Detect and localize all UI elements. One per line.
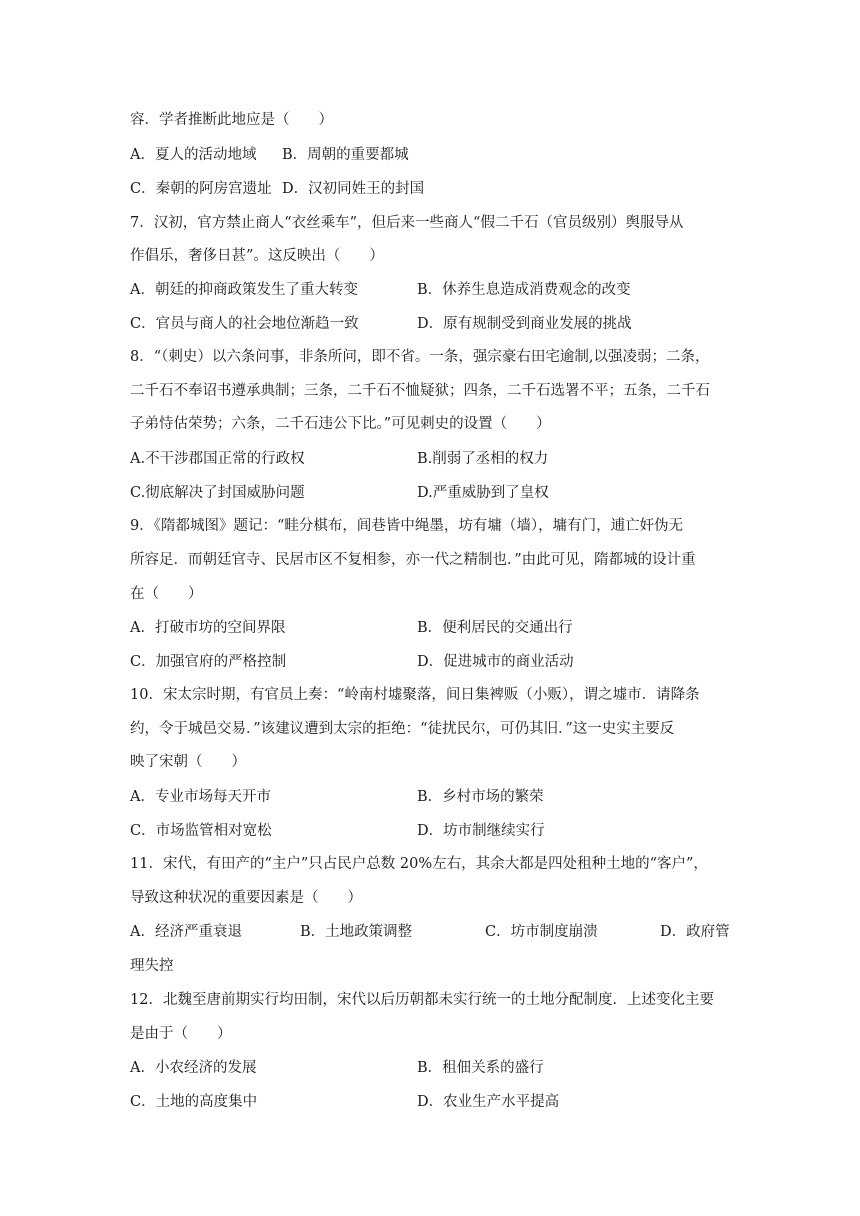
q6-option-d: D．汉初同姓王的封国 [282, 181, 425, 197]
q11-stem-line-2: 导致这种状况的重要因素是（ ） [130, 890, 362, 906]
q10-stem-line-1: 10．宋太宗时期，有官员上奏：“岭南村墟聚落，间日集裨贩（小贩），谓之墟市．请降条 [130, 687, 700, 703]
q10-option-c: C．市场监管相对宽松 [130, 823, 272, 839]
q11-option-c: C．坊市制度崩溃 [485, 924, 598, 940]
q12-option-a: A．小农经济的发展 [130, 1060, 257, 1076]
q10-stem-line-3: 映了宋朝（ ） [130, 754, 246, 770]
q8-option-b: B.削弱了丞相的权力 [417, 451, 549, 467]
q9-option-c: C．加强官府的严格控制 [130, 654, 287, 670]
q7-option-a: A．朝廷的抑商政策发生了重大转变 [130, 282, 358, 298]
q8-stem-line-1: 8．“（刺史）以六条问事，非条所问，即不省。一条，强宗豪右田宅逾制,以强凌弱；二条， [130, 349, 710, 365]
q12-option-c: C．土地的高度集中 [130, 1094, 258, 1110]
q9-stem-line-2: 所容足．而朝廷官寺、民居市区不复相参，亦一代之精制也．”由此可见，隋都城的设计重 [130, 552, 696, 568]
q8-stem-line-3: 子弟恃估荣势；六条，二千石违公下比。”可见刺史的设置（ ） [130, 416, 551, 432]
q11-option-b: B．土地政策调整 [300, 924, 413, 940]
q7-stem-line-2: 作倡乐，奢侈日甚”。这反映出（ ） [130, 248, 384, 264]
q11-option-a: A．经济严重衰退 [130, 924, 242, 940]
q9-stem-line-3: 在（ ） [130, 586, 203, 602]
q10-option-d: D．坊市制继续实行 [417, 823, 545, 839]
q6-option-a: A．夏人的活动地域 [130, 147, 257, 163]
q8-option-a: A.不干涉郡国正常的行政权 [130, 451, 305, 467]
q10-option-a: A．专业市场每天开市 [130, 789, 271, 805]
q6-option-c: C．秦朝的阿房宫遗址 [130, 181, 272, 197]
q11-option-d: D．政府管 [660, 924, 730, 940]
q10-stem-line-2: 约，令于城邑交易．”该建议遭到太宗的拒绝：“徒扰民尔，可仍其旧．”这一史实主要反 [130, 721, 675, 737]
q11-option-d-wrap: 理失控 [130, 958, 174, 974]
q7-option-b: B．休养生息造成消费观念的改变 [417, 282, 631, 298]
q12-option-d: D．农业生产水平提高 [417, 1094, 560, 1110]
q12-stem-line-1: 12．北魏至唐前期实行均田制，宋代以后历朝都未实行统一的土地分配制度．上述变化主要 [130, 992, 714, 1008]
q9-option-b: B．便利居民的交通出行 [417, 620, 573, 636]
q8-option-c: C.彻底解决了封国威胁问题 [130, 485, 305, 501]
q7-stem-line-1: 7．汉初，官方禁止商人“衣丝乘车”，但后来一些商人“假二千石（官员级别）舆服导从 [130, 215, 684, 231]
q8-option-d: D.严重威胁到了皇权 [417, 485, 549, 501]
q8-stem-line-2: 二千石不奉诏书遵承典制；三条，二千石不恤疑狱；四条，二千石选署不平；五条，二千石 [130, 383, 710, 399]
q9-stem-line-1: 9．《隋都城图》题记：“畦分棋布，闾巷皆中绳墨，坊有墉（墙），墉有门，逋亡奸伪无 [130, 518, 684, 534]
q12-option-b: B．租佃关系的盛行 [417, 1060, 544, 1076]
q6-stem-tail: 容．学者推断此地应是（ ） [130, 112, 333, 128]
q11-stem-line-1: 11．宋代，有田产的“主户”只占民户总数 20%左右，其余大都是四处租种土地的“客户”， [130, 856, 708, 872]
q12-stem-line-2: 是由于（ ） [130, 1026, 232, 1042]
q6-option-b: B．周朝的重要都城 [282, 147, 409, 163]
q7-option-d: D．原有规制受到商业发展的挑战 [417, 316, 632, 332]
q10-option-b: B．乡村市场的繁荣 [417, 789, 544, 805]
q9-option-d: D．促进城市的商业活动 [417, 654, 574, 670]
q9-option-a: A．打破市坊的空间界限 [130, 620, 286, 636]
q7-option-c: C．官员与商人的社会地位渐趋一致 [130, 316, 359, 332]
